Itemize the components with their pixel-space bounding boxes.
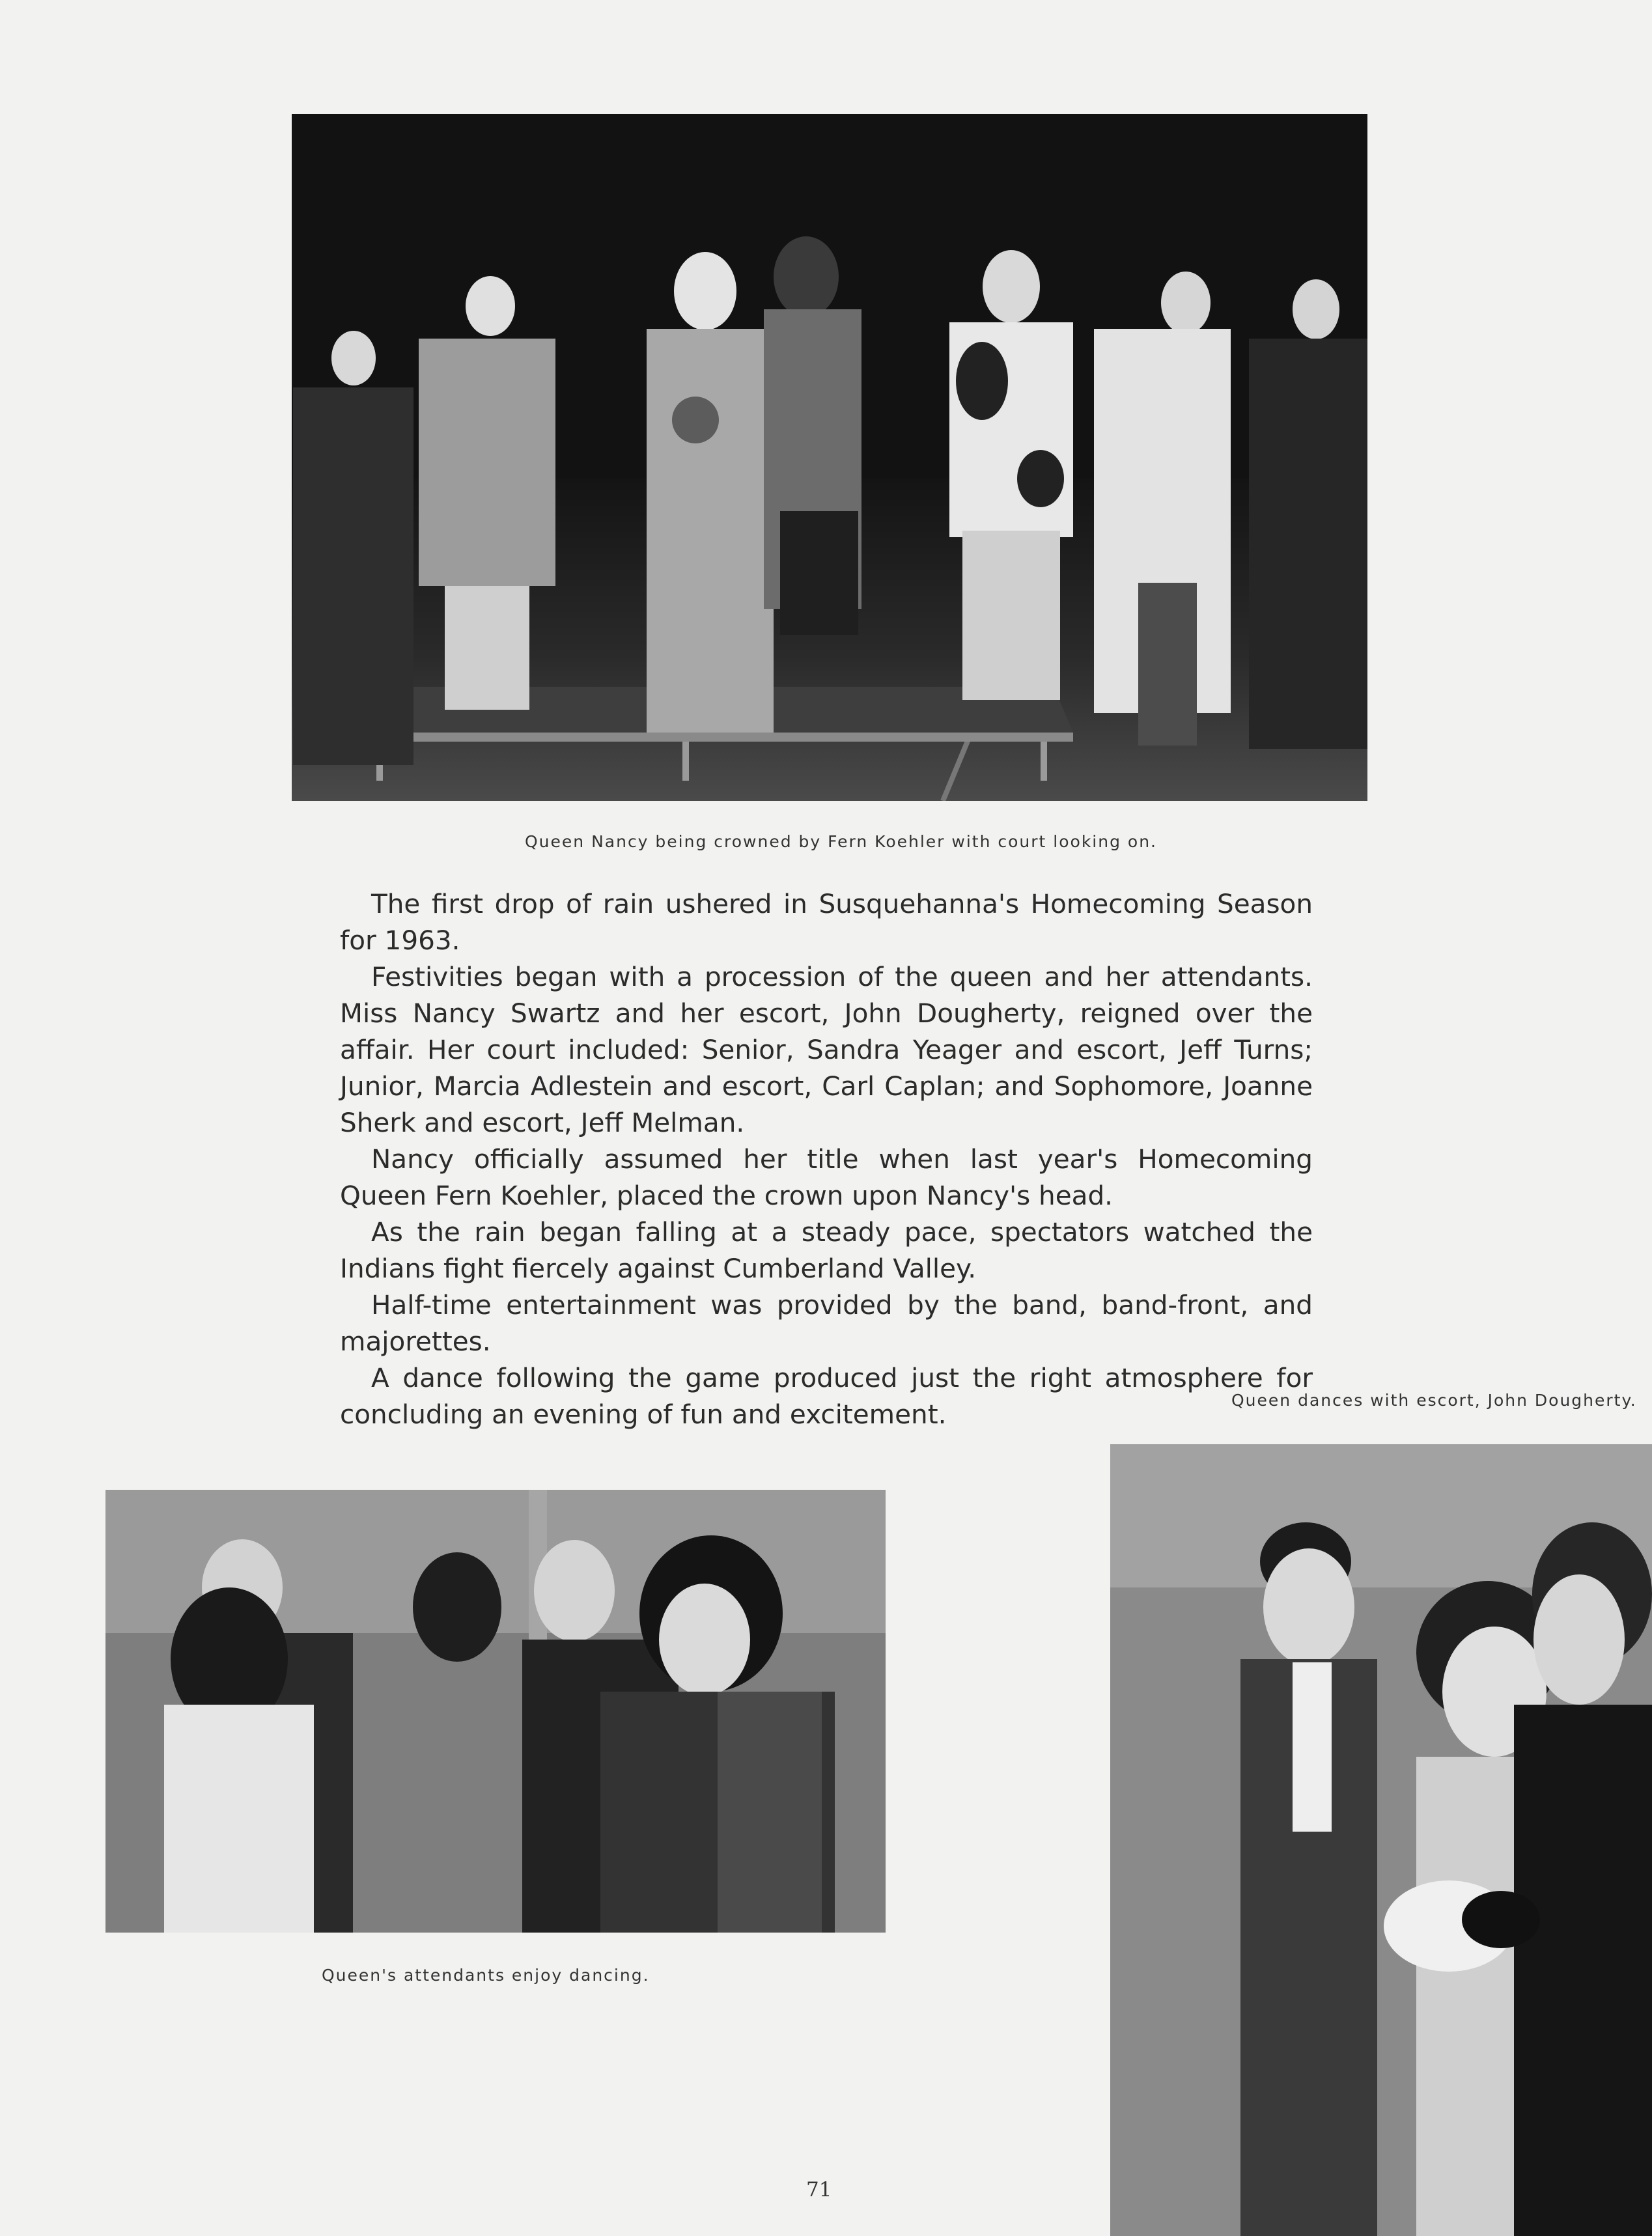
article-paragraph: A dance following the game produced just the right atmosphere for concluding an evening of fun and excitement. (340, 1362, 1313, 1430)
attendants-dance-photo-image (105, 1490, 886, 1933)
article-body (340, 886, 1313, 1432)
article-paragraph: As the rain began falling at a steady pace, spectators watched the Indians fight fiercely against Cumberland Valley. (340, 1216, 1313, 1284)
article-paragraph: Festivities began with a procession of the queen and her attendants. Miss Nancy Swartz and her escort, John Dougherty, reigned over the affair. Her court included: Senior, Sandra Yeager and escort, Jeff Turns; Junior, Marcia Adlestein and escort, Carl Caplan; and Sophomore, Joanne Sherk and escort, Jeff Melman. (340, 961, 1313, 1138)
queen-dance-photo-image (1110, 1444, 1652, 2236)
attendants-dance-photo-caption: Queen's attendants enjoy dancing. (322, 1966, 650, 1985)
article-paragraph: Half-time entertainment was provided by the band, band-front, and majorettes. (340, 1289, 1313, 1357)
queen-dance-photo-caption: Queen dances with escort, John Dougherty. (1231, 1391, 1637, 1410)
coronation-photo (292, 114, 1367, 801)
coronation-photo-image (292, 114, 1367, 801)
queen-dance-photo (1110, 1444, 1652, 2236)
attendants-dance-photo (105, 1490, 886, 1933)
coronation-photo-caption: Queen Nancy being crowned by Fern Koehler with court looking on. (525, 832, 1158, 851)
page-number: 71 (806, 2178, 832, 2201)
article-paragraph: Nancy officially assumed her title when last year's Homecoming Queen Fern Koehler, placed the crown upon Nancy's head. (340, 1143, 1313, 1211)
article-paragraph: The first drop of rain ushered in Susquehanna's Homecoming Season for 1963. (340, 888, 1313, 956)
